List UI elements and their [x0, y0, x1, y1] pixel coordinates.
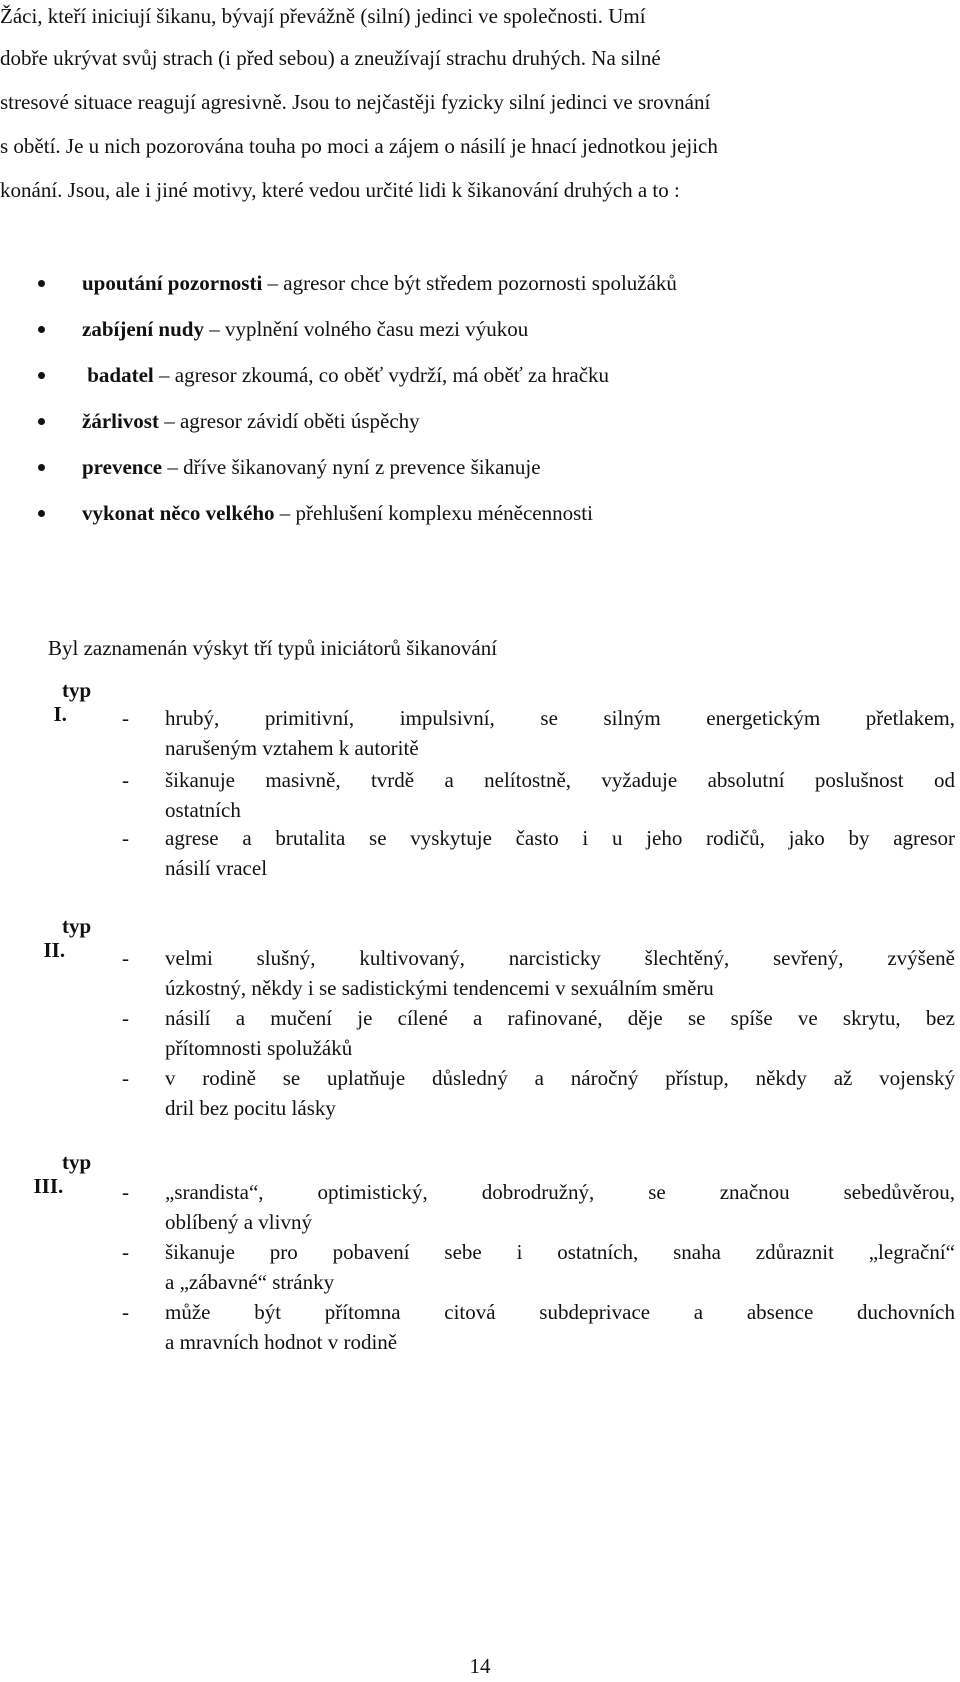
bullet-icon: [38, 326, 45, 333]
list-item: [38, 270, 918, 296]
item-line: a mravních hodnot v rodině: [165, 1330, 398, 1354]
dash-marker: -: [122, 1066, 129, 1090]
intro-line: Žáci, kteří iniciují šikanu, bývají převážně (silní) jedinci ve společnosti. Umí: [0, 4, 646, 28]
item-line: násilí vracel: [165, 856, 268, 880]
list-item: [38, 500, 918, 526]
motive-description: – dříve šikanovaný nyní z prevence šikanuje: [162, 455, 541, 479]
intro-line: konání. Jsou, ale i jiné motivy, které vedou určité lidi k šikanování druhých a to :: [0, 178, 680, 202]
item-line: násilí a mučení je cílené a rafinované, děje se spíše ve skrytu, bez: [165, 1006, 955, 1030]
bullet-icon: [38, 464, 45, 471]
type-heading: [2, 1150, 92, 1246]
motive-term: vykonat něco velkého: [82, 501, 275, 525]
list-item: [38, 454, 918, 480]
dash-marker: -: [122, 768, 129, 792]
item-line: ostatních: [165, 798, 241, 822]
dash-marker: -: [122, 1180, 129, 1204]
item-line: oblíbený a vlivný: [165, 1210, 312, 1234]
item-line: šikanuje masivně, tvrdě a nelítostně, vyžaduje absolutní poslušnost od: [165, 768, 955, 792]
page-number: 14: [469, 1654, 491, 1678]
motive-description: – přehlušení komplexu méněcennosti: [274, 501, 593, 525]
list-item: [38, 316, 918, 342]
item-line: a „zábavné“ stránky: [165, 1270, 335, 1294]
type-heading: [22, 678, 92, 774]
item-line: narušeným vztahem k autoritě: [165, 736, 419, 760]
type-label: typ: [62, 678, 92, 702]
type-label: typ: [62, 914, 92, 938]
dash-marker: -: [122, 706, 129, 730]
motive-term: upoutání pozornosti: [82, 271, 263, 295]
intro-line: stresové situace reagují agresivně. Jsou to nejčastěji fyzicky silní jedinci ve srovnání: [0, 90, 711, 114]
item-line: šikanuje pro pobavení sebe i ostatních, snaha zdůraznit „legrační“: [165, 1240, 955, 1264]
item-line: úzkostný, někdy i se sadistickými tendencemi v sexuálním směru: [165, 976, 714, 1000]
motive-term: žárlivost: [82, 409, 159, 433]
intro-line: dobře ukrývat svůj strach (i před sebou) a zneužívají strachu druhých. Na silné: [0, 46, 661, 70]
item-line: přítomnosti spolužáků: [165, 1036, 353, 1060]
type-numeral: III.: [33, 1174, 64, 1198]
bullet-icon: [38, 372, 45, 379]
dash-marker: -: [122, 946, 129, 970]
motive-term: prevence: [82, 455, 163, 479]
motive-description: – agresor zkoumá, co oběť vydrží, má oběť za hračku: [153, 363, 610, 387]
dash-marker: -: [122, 1240, 129, 1264]
bullet-icon: [38, 418, 45, 425]
item-line: „srandista“, optimistický, dobrodružný, se značnou sebedůvěrou,: [165, 1180, 955, 1204]
type-numeral: II.: [43, 938, 66, 962]
bullet-icon: [38, 280, 45, 287]
dash-marker: -: [122, 1006, 129, 1030]
item-line: hrubý, primitivní, impulsivní, se silným energetickým přetlakem,: [165, 706, 955, 730]
motive-description: – agresor chce být středem pozornosti spolužáků: [262, 271, 677, 295]
list-item: [38, 408, 918, 434]
list-item: [38, 362, 918, 388]
item-line: velmi slušný, kultivovaný, narcisticky šlechtěný, sevřený, zvýšeně: [165, 946, 955, 970]
item-line: agrese a brutalita se vyskytuje často i u jeho rodičů, jako by agresor: [165, 826, 955, 850]
dash-marker: -: [122, 826, 129, 850]
motive-description: – vyplnění volného času mezi výukou: [203, 317, 529, 341]
bullet-icon: [38, 510, 45, 517]
item-line: dril bez pocitu lásky: [165, 1096, 336, 1120]
motive-term: badatel: [82, 363, 154, 387]
intro-line: s obětí. Je u nich pozorována touha po moci a zájem o násilí je hnací jednotkou jejich: [0, 134, 718, 158]
motive-term: zabíjení nudy: [82, 317, 204, 341]
type-heading: [12, 914, 92, 1010]
item-line: v rodině se uplatňuje důsledný a náročný přístup, někdy až vojenský: [165, 1066, 955, 1090]
type-label: typ: [62, 1150, 92, 1174]
type-numeral: I.: [53, 702, 67, 726]
dash-marker: -: [122, 1300, 129, 1324]
item-line: může být přítomna citová subdeprivace a absence duchovních: [165, 1300, 955, 1324]
motive-description: – agresor závidí oběti úspěchy: [158, 409, 420, 433]
summary-text: Byl zaznamenán výskyt tří typů iniciátorů šikanování: [48, 636, 498, 660]
